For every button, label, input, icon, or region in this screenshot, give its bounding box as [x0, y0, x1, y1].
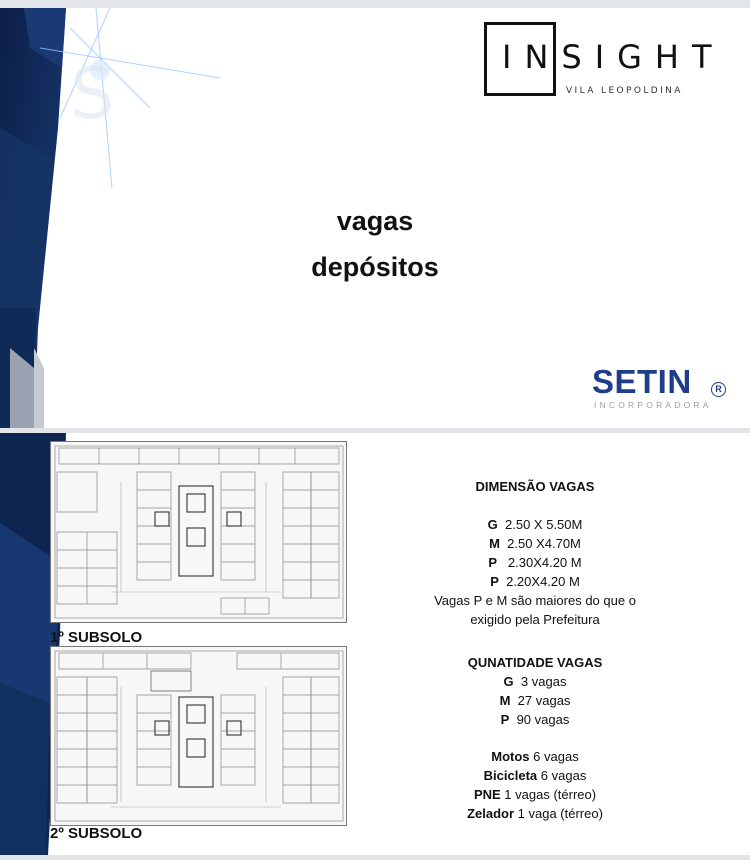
- floor-plan-2-drawing: [51, 647, 348, 827]
- cover-slide: [0, 8, 750, 428]
- dimension-row: P 2.20X4.20 M: [490, 574, 580, 589]
- insight-logo-subtitle: VILA LEOPOLDINA: [566, 86, 683, 96]
- other-spaces-section: [395, 747, 675, 823]
- blue-geometric-decoration: [0, 8, 230, 428]
- dimension-section: [395, 477, 675, 496]
- dimension-row: G 2.50 X 5.50M: [487, 517, 583, 532]
- quantity-row: M 27 vagas: [499, 693, 571, 708]
- next-slide-edge: [0, 860, 750, 864]
- dimension-note-line-1: Vagas P e M são maiores do que o: [434, 593, 636, 608]
- floor-plan-1: [50, 441, 347, 623]
- slide-title-line-1: vagas: [336, 206, 414, 236]
- insight-logo: [484, 22, 725, 100]
- dimension-list: [395, 515, 675, 629]
- dimension-row: M 2.50 X4.70M: [489, 536, 581, 551]
- other-row: Motos 6 vagas: [491, 749, 579, 764]
- other-row: PNE 1 vagas (térreo): [473, 787, 597, 802]
- other-row: Zelador 1 vaga (térreo): [467, 806, 603, 821]
- quantity-row: G 3 vagas: [503, 674, 567, 689]
- floor-plan-2-label: 2º SUBSOLO: [50, 825, 143, 842]
- other-row: Bicicleta 6 vagas: [483, 768, 587, 783]
- floor-plan-1-drawing: [51, 442, 348, 624]
- quantity-row: P 90 vagas: [500, 712, 570, 727]
- dimension-note-line-2: exigido pela Prefeitura: [470, 612, 600, 627]
- slide-title-line-2: depósitos: [311, 252, 439, 282]
- setin-logo-word: SETIN: [592, 363, 692, 400]
- quantity-heading: QUNATIDADE VAGAS: [467, 655, 603, 670]
- registered-mark-icon: R: [711, 382, 726, 397]
- insight-logo-word: INSIGHT: [502, 38, 725, 76]
- setin-logo-subtitle: INCORPORADORA: [594, 400, 712, 410]
- dimension-row: P 2.30X4.20 M: [488, 555, 582, 570]
- floor-plan-2: [50, 646, 347, 826]
- floor-plan-1-label: 1º SUBSOLO: [50, 629, 143, 646]
- dimension-heading: DIMENSÃO VAGAS: [475, 479, 595, 494]
- quantity-section: [395, 653, 675, 729]
- parking-slide: [0, 433, 750, 855]
- svg-text:S: S: [70, 53, 115, 135]
